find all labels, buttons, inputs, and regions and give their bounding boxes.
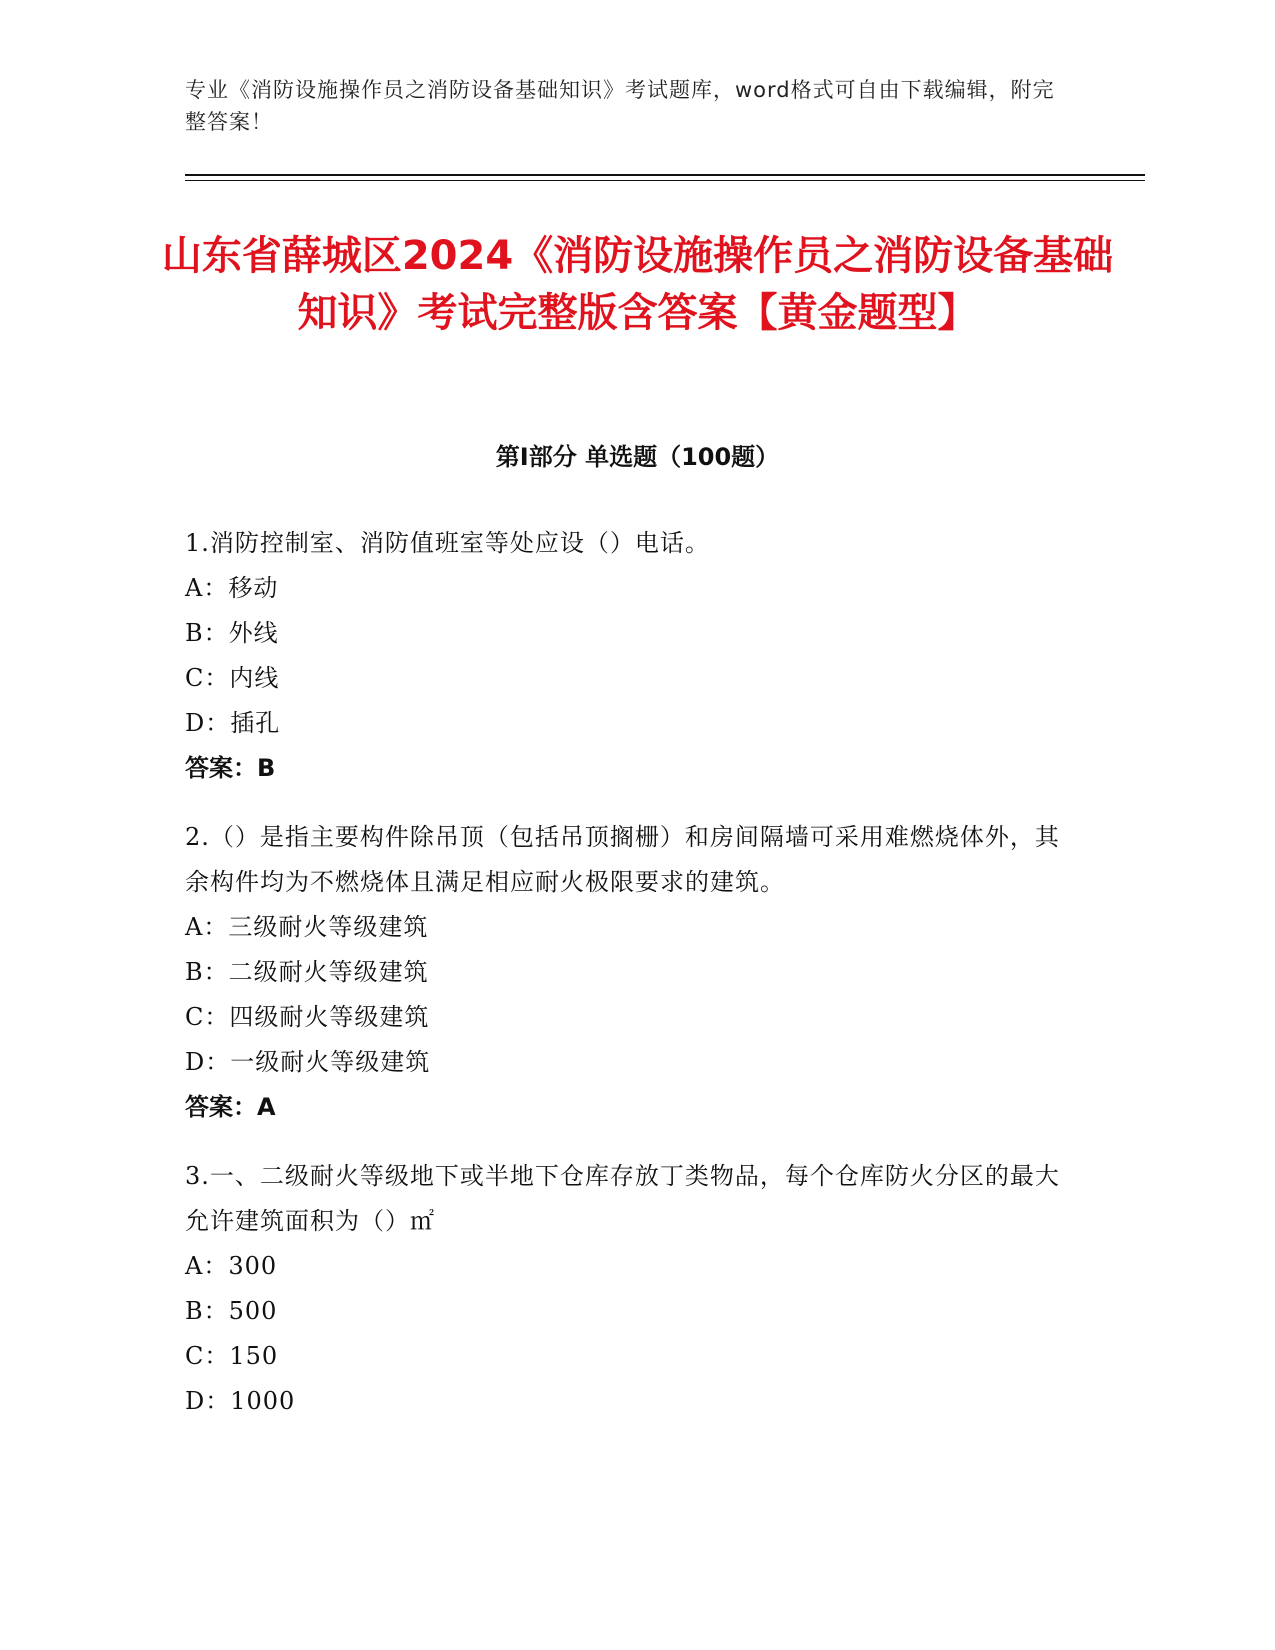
question-1: [185, 521, 1065, 791]
header-divider-thin: [185, 180, 1145, 181]
option-d: D：1000: [185, 1387, 296, 1415]
header-divider: [185, 174, 1145, 176]
option-d: D：插孔: [185, 709, 281, 737]
question-text: 2.（）是指主要构件除吊顶（包括吊顶搁栅）和房间隔墙可采用难燃烧体外，其余构件均为不燃烧体且满足相应耐火极限要求的建筑。: [185, 823, 1060, 896]
option-d: D：一级耐火等级建筑: [185, 1048, 431, 1076]
header-note: 专业《消防设施操作员之消防设备基础知识》考试题库，word格式可自由下载编辑，附完整答案！: [185, 78, 1055, 134]
answer: 答案：A: [185, 1093, 276, 1121]
question-list: [185, 521, 1065, 1448]
option-a: A：300: [185, 1252, 278, 1280]
question-text: 3.一、二级耐火等级地下或半地下仓库存放丁类物品，每个仓库防火分区的最大允许建筑面积为（）㎡: [185, 1162, 1060, 1235]
section-title: 第I部分 单选题（100题）: [495, 443, 780, 471]
question-2: [185, 815, 1065, 1130]
question-3: [185, 1154, 1065, 1424]
option-c: C：内线: [185, 664, 280, 692]
option-b: B：500: [185, 1297, 278, 1325]
option-c: C：150: [185, 1342, 279, 1370]
option-a: A：移动: [185, 574, 279, 602]
option-b: B：外线: [185, 619, 279, 647]
document-title: 山东省薛城区2024《消防设施操作员之消防设备基础知识》考试完整版含答案【黄金题型】: [161, 233, 1114, 336]
answer: 答案：B: [185, 754, 276, 782]
option-c: C：四级耐火等级建筑: [185, 1003, 430, 1031]
option-b: B：二级耐火等级建筑: [185, 958, 429, 986]
option-a: A：三级耐火等级建筑: [185, 913, 429, 941]
question-text: 1.消防控制室、消防值班室等处应设（）电话。: [185, 529, 710, 557]
